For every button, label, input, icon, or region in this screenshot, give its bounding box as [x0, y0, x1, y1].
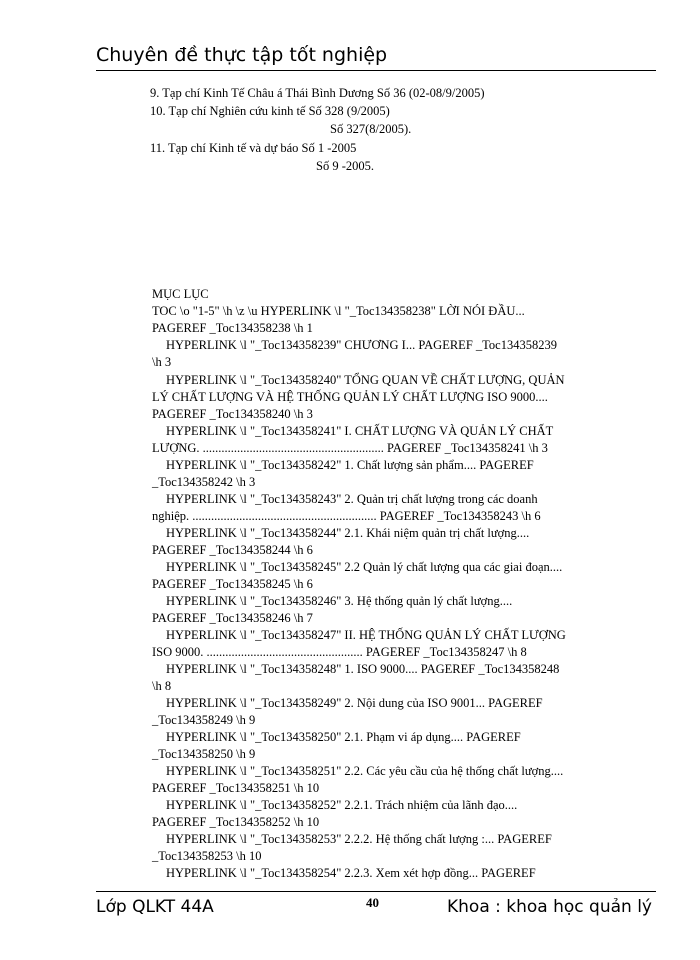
toc-line: HYPERLINK \l "_Toc134358254" 2.2.3. Xem xét hợp đồng... PAGEREF [166, 866, 536, 880]
toc-line: HYPERLINK \l "_Toc134358243" 2. Quản trị chất lượng trong các doanh [166, 492, 538, 506]
toc-line: HYPERLINK \l "_Toc134358252" 2.2.1. Trách nhiệm của lãnh đạo.... [166, 798, 518, 812]
toc-line: HYPERLINK \l "_Toc134358242" 1. Chất lượng sản phẩm.... PAGEREF [166, 458, 534, 472]
toc-line: _Toc134358242 \h 3 [152, 475, 256, 489]
toc-line: _Toc134358253 \h 10 [152, 849, 262, 863]
toc-line: PAGEREF _Toc134358238 \h 1 [152, 321, 313, 335]
toc-line: LƯỢNG. .......................................................... PAGEREF _Toc134358241 \h 3 [152, 441, 548, 455]
reference-item: 11. Tạp chí Kinh tế và dự báo Số 1 -2005 [150, 141, 357, 155]
footer-faculty: Khoa : khoa học quản lý [447, 897, 652, 917]
reference-item: 10. Tạp chí Nghiên cứu kinh tế Số 328 (9/2005) [150, 104, 390, 118]
toc-line: nghiệp. ........................................................... PAGEREF _Toc134358243 \h 6 [152, 509, 541, 523]
toc-line: ISO 9000. .................................................. PAGEREF _Toc134358247 \h 8 [152, 645, 527, 659]
reference-item: 9. Tạp chí Kinh Tế Châu á Thái Bình Dương Số 36 (02-08/9/2005) [150, 86, 485, 100]
toc-line: HYPERLINK \l "_Toc134358241" I. CHẤT LƯỢNG VÀ QUẢN LÝ CHẤT [166, 424, 554, 438]
toc-line: HYPERLINK \l "_Toc134358250" 2.1. Phạm vi áp dụng.... PAGEREF [166, 730, 521, 744]
toc-line: HYPERLINK \l "_Toc134358240" TỔNG QUAN VỀ CHẤT LƯỢNG, QUẢN [166, 373, 565, 387]
toc-line: PAGEREF _Toc134358246 \h 7 [152, 611, 313, 625]
toc-line: _Toc134358250 \h 9 [152, 747, 256, 761]
toc-heading: MỤC LỤC [152, 287, 209, 301]
toc-line: HYPERLINK \l "_Toc134358251" 2.2. Các yêu cầu của hệ thống chất lượng.... [166, 764, 564, 778]
toc-line: HYPERLINK \l "_Toc134358249" 2. Nội dung của ISO 9001... PAGEREF [166, 696, 543, 710]
footer-rule [96, 891, 656, 892]
toc-line: PAGEREF _Toc134358252 \h 10 [152, 815, 320, 829]
reference-item: Số 327(8/2005). [330, 122, 412, 136]
toc-line: \h 3 [152, 355, 172, 369]
toc-line: HYPERLINK \l "_Toc134358244" 2.1. Khái niệm quản trị chất lượng.... [166, 526, 530, 540]
footer-class-label: Lớp QLKT 44A [96, 897, 214, 917]
toc-line: PAGEREF _Toc134358244 \h 6 [152, 543, 313, 557]
toc-line: HYPERLINK \l "_Toc134358245" 2.2 Quản lý chất lượng qua các giai đoạn.... [166, 560, 563, 574]
toc-line: PAGEREF _Toc134358245 \h 6 [152, 577, 313, 591]
toc-line: HYPERLINK \l "_Toc134358247" II. HỆ THỐNG QUẢN LÝ CHẤT LƯỢNG [166, 628, 566, 642]
toc-line: PAGEREF _Toc134358240 \h 3 [152, 407, 313, 421]
toc-line: PAGEREF _Toc134358251 \h 10 [152, 781, 320, 795]
toc-line: HYPERLINK \l "_Toc134358253" 2.2.2. Hệ thống chất lượng :... PAGEREF [166, 832, 552, 846]
toc-line: \h 8 [152, 679, 172, 693]
page-number: 40 [366, 895, 379, 910]
page-header-title: Chuyên đề thực tập tốt nghiệp [96, 44, 388, 66]
toc-line: TOC \o "1-5" \h \z \u HYPERLINK \l "_Toc134358238" LỜI NÓI ĐẦU... [152, 304, 525, 318]
toc-line: HYPERLINK \l "_Toc134358246" 3. Hệ thống quản lý chất lượng.... [166, 594, 513, 608]
reference-item: Số 9 -2005. [316, 159, 374, 173]
toc-line: HYPERLINK \l "_Toc134358239" CHƯƠNG I... PAGEREF _Toc134358239 [166, 338, 557, 352]
header-rule [96, 70, 656, 71]
toc-line: LÝ CHẤT LƯỢNG VÀ HỆ THỐNG QUẢN LÝ CHẤT LƯỢNG ISO 9000.... [152, 390, 548, 404]
toc-line: HYPERLINK \l "_Toc134358248" 1. ISO 9000.... PAGEREF _Toc134358248 [166, 662, 560, 676]
toc-line: _Toc134358249 \h 9 [152, 713, 256, 727]
